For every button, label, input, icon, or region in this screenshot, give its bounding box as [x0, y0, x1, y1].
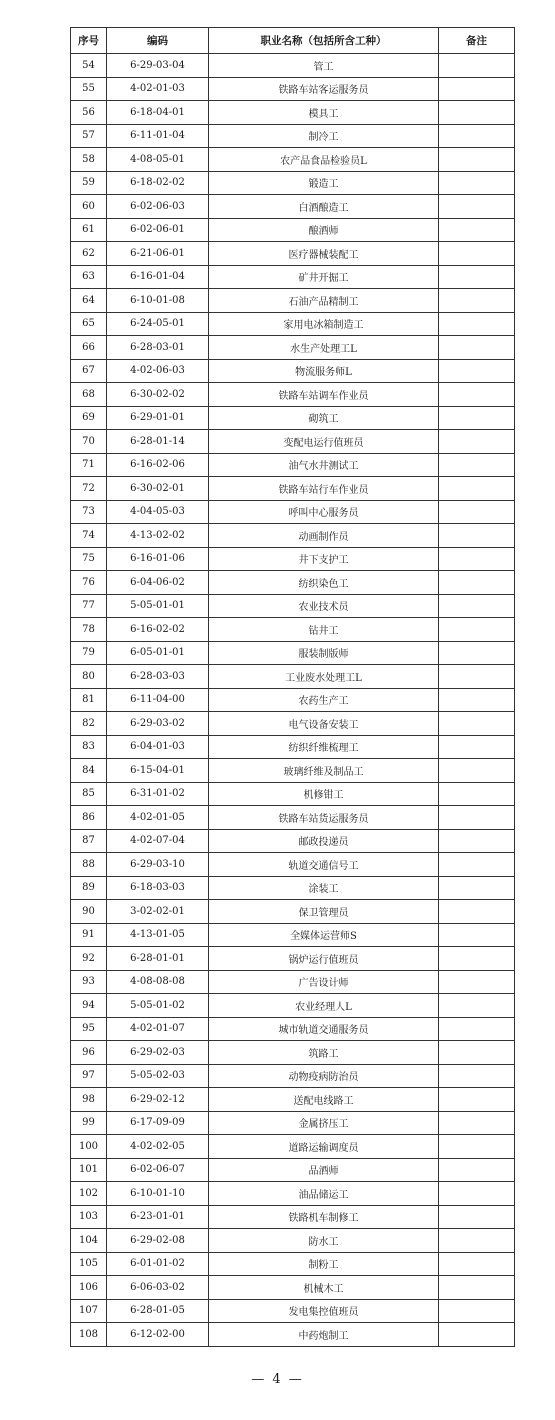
- serial-cell: 89: [71, 876, 107, 900]
- occupation-name-cell: 机修钳工: [209, 782, 439, 806]
- table-row: [71, 1135, 515, 1159]
- table-row: [71, 641, 515, 665]
- occupation-name-cell: 铁路机车制修工: [209, 1205, 439, 1229]
- code-cell: 6-02-06-03: [107, 195, 209, 219]
- table-row: [71, 383, 515, 407]
- table-row: [71, 594, 515, 618]
- table-body: [71, 54, 515, 1347]
- table-row: [71, 1111, 515, 1135]
- serial-cell: 65: [71, 312, 107, 336]
- remarks-cell: [439, 1323, 515, 1347]
- remarks-cell: [439, 312, 515, 336]
- serial-cell: 63: [71, 265, 107, 289]
- code-cell: 6-28-01-01: [107, 947, 209, 971]
- remarks-cell: [439, 171, 515, 195]
- remarks-cell: [439, 101, 515, 125]
- remarks-cell: [439, 970, 515, 994]
- occupation-name-cell: 发电集控值班员: [209, 1299, 439, 1323]
- occupation-name-cell: 电气设备安装工: [209, 712, 439, 736]
- serial-cell: 94: [71, 994, 107, 1018]
- remarks-cell: [439, 735, 515, 759]
- serial-cell: 103: [71, 1205, 107, 1229]
- code-cell: 6-11-01-04: [107, 124, 209, 148]
- occupation-name-cell: 玻璃纤维及制品工: [209, 759, 439, 783]
- code-cell: 6-17-09-09: [107, 1111, 209, 1135]
- code-cell: 5-05-01-02: [107, 994, 209, 1018]
- table-row: [71, 1158, 515, 1182]
- remarks-cell: [439, 1135, 515, 1159]
- occupation-name-cell: 家用电冰箱制造工: [209, 312, 439, 336]
- table-row: [71, 782, 515, 806]
- page-number: — 4 —: [251, 1372, 304, 1387]
- code-cell: 4-08-08-08: [107, 970, 209, 994]
- serial-cell: 68: [71, 383, 107, 407]
- table-row: [71, 54, 515, 78]
- serial-cell: 107: [71, 1299, 107, 1323]
- remarks-cell: [439, 336, 515, 360]
- occupation-name-cell: 农药生产工: [209, 688, 439, 712]
- code-cell: 4-02-01-07: [107, 1017, 209, 1041]
- serial-cell: 67: [71, 359, 107, 383]
- remarks-cell: [439, 571, 515, 595]
- table-row: [71, 571, 515, 595]
- table-row: [71, 101, 515, 125]
- serial-cell: 78: [71, 618, 107, 642]
- serial-cell: 86: [71, 806, 107, 830]
- code-cell: 6-29-03-10: [107, 853, 209, 877]
- code-cell: 6-18-03-03: [107, 876, 209, 900]
- occupation-name-cell: 铁路车站客运服务员: [209, 77, 439, 101]
- occupation-name-cell: 动画制作员: [209, 524, 439, 548]
- remarks-cell: [439, 54, 515, 78]
- remarks-cell: [439, 947, 515, 971]
- code-cell: 6-02-06-01: [107, 218, 209, 242]
- header-occupation-name: 职业名称（包括所含工种）: [209, 28, 439, 54]
- occupation-name-cell: 模具工: [209, 101, 439, 125]
- table-row: [71, 1252, 515, 1276]
- occupation-name-cell: 纺织染色工: [209, 571, 439, 595]
- code-cell: 6-16-01-06: [107, 547, 209, 571]
- code-cell: 6-23-01-01: [107, 1205, 209, 1229]
- remarks-cell: [439, 1205, 515, 1229]
- serial-cell: 85: [71, 782, 107, 806]
- table-row: [71, 688, 515, 712]
- code-cell: 6-31-01-02: [107, 782, 209, 806]
- remarks-cell: [439, 1276, 515, 1300]
- header-remarks: 备注: [439, 28, 515, 54]
- remarks-cell: [439, 1041, 515, 1065]
- serial-cell: 75: [71, 547, 107, 571]
- table-row: [71, 1041, 515, 1065]
- remarks-cell: [439, 782, 515, 806]
- occupation-name-cell: 全媒体运营师S: [209, 923, 439, 947]
- table-row: [71, 77, 515, 101]
- occupation-name-cell: 纺织纤维梳理工: [209, 735, 439, 759]
- table-row: [71, 430, 515, 454]
- serial-cell: 99: [71, 1111, 107, 1135]
- remarks-cell: [439, 923, 515, 947]
- occupation-name-cell: 制冷工: [209, 124, 439, 148]
- remarks-cell: [439, 1299, 515, 1323]
- code-cell: 6-21-06-01: [107, 242, 209, 266]
- table-row: [71, 900, 515, 924]
- serial-cell: 83: [71, 735, 107, 759]
- occupation-name-cell: 砌筑工: [209, 406, 439, 430]
- remarks-cell: [439, 148, 515, 172]
- serial-cell: 104: [71, 1229, 107, 1253]
- header-row: [71, 28, 515, 54]
- remarks-cell: [439, 688, 515, 712]
- remarks-cell: [439, 500, 515, 524]
- occupation-name-cell: 钻井工: [209, 618, 439, 642]
- serial-cell: 87: [71, 829, 107, 853]
- occupation-table: [70, 27, 515, 1347]
- occupation-name-cell: 涂装工: [209, 876, 439, 900]
- table-row: [71, 829, 515, 853]
- remarks-cell: [439, 759, 515, 783]
- occupation-name-cell: 呼叫中心服务员: [209, 500, 439, 524]
- table-row: [71, 124, 515, 148]
- serial-cell: 73: [71, 500, 107, 524]
- occupation-name-cell: 物流服务师L: [209, 359, 439, 383]
- table-row: [71, 265, 515, 289]
- serial-cell: 76: [71, 571, 107, 595]
- remarks-cell: [439, 712, 515, 736]
- code-cell: 6-29-01-01: [107, 406, 209, 430]
- code-cell: 6-29-02-08: [107, 1229, 209, 1253]
- table-row: [71, 665, 515, 689]
- code-cell: 4-04-05-03: [107, 500, 209, 524]
- serial-cell: 60: [71, 195, 107, 219]
- table-row: [71, 994, 515, 1018]
- occupation-name-cell: 铁路车站货运服务员: [209, 806, 439, 830]
- remarks-cell: [439, 641, 515, 665]
- occupation-name-cell: 邮政投递员: [209, 829, 439, 853]
- table-row: [71, 547, 515, 571]
- code-cell: 4-02-01-03: [107, 77, 209, 101]
- serial-cell: 79: [71, 641, 107, 665]
- code-cell: 5-05-02-03: [107, 1064, 209, 1088]
- remarks-cell: [439, 876, 515, 900]
- remarks-cell: [439, 1252, 515, 1276]
- occupation-name-cell: 变配电运行值班员: [209, 430, 439, 454]
- serial-cell: 105: [71, 1252, 107, 1276]
- code-cell: 3-02-02-01: [107, 900, 209, 924]
- occupation-name-cell: 锅炉运行值班员: [209, 947, 439, 971]
- table-row: [71, 712, 515, 736]
- table-row: [71, 1276, 515, 1300]
- table-row: [71, 359, 515, 383]
- occupation-name-cell: 铁路车站行车作业员: [209, 477, 439, 501]
- remarks-cell: [439, 547, 515, 571]
- serial-cell: 66: [71, 336, 107, 360]
- remarks-cell: [439, 524, 515, 548]
- remarks-cell: [439, 359, 515, 383]
- remarks-cell: [439, 1088, 515, 1112]
- occupation-name-cell: 矿井开掘工: [209, 265, 439, 289]
- serial-cell: 71: [71, 453, 107, 477]
- code-cell: 6-04-06-02: [107, 571, 209, 595]
- table-row: [71, 524, 515, 548]
- serial-cell: 95: [71, 1017, 107, 1041]
- table-row: [71, 500, 515, 524]
- serial-cell: 72: [71, 477, 107, 501]
- table-row: [71, 876, 515, 900]
- remarks-cell: [439, 1229, 515, 1253]
- code-cell: 6-28-03-01: [107, 336, 209, 360]
- remarks-cell: [439, 618, 515, 642]
- occupation-name-cell: 白酒酿造工: [209, 195, 439, 219]
- remarks-cell: [439, 994, 515, 1018]
- table-header: [71, 28, 515, 54]
- occupation-name-cell: 农产品食品检验员L: [209, 148, 439, 172]
- code-cell: 6-16-01-04: [107, 265, 209, 289]
- occupation-name-cell: 送配电线路工: [209, 1088, 439, 1112]
- remarks-cell: [439, 806, 515, 830]
- occupation-name-cell: 农业经理人L: [209, 994, 439, 1018]
- code-cell: 6-04-01-03: [107, 735, 209, 759]
- code-cell: 4-02-07-04: [107, 829, 209, 853]
- serial-cell: 98: [71, 1088, 107, 1112]
- remarks-cell: [439, 1017, 515, 1041]
- code-cell: 6-18-02-02: [107, 171, 209, 195]
- table-row: [71, 1017, 515, 1041]
- table-row: [71, 1088, 515, 1112]
- table-row: [71, 1323, 515, 1347]
- table-row: [71, 148, 515, 172]
- occupation-name-cell: 石油产品精制工: [209, 289, 439, 313]
- table-row: [71, 1229, 515, 1253]
- table-row: [71, 336, 515, 360]
- serial-cell: 81: [71, 688, 107, 712]
- serial-cell: 58: [71, 148, 107, 172]
- code-cell: 6-29-03-04: [107, 54, 209, 78]
- code-cell: 6-06-03-02: [107, 1276, 209, 1300]
- serial-cell: 57: [71, 124, 107, 148]
- serial-cell: 92: [71, 947, 107, 971]
- code-cell: 6-28-01-14: [107, 430, 209, 454]
- remarks-cell: [439, 1064, 515, 1088]
- serial-cell: 91: [71, 923, 107, 947]
- serial-cell: 80: [71, 665, 107, 689]
- remarks-cell: [439, 77, 515, 101]
- code-cell: 6-24-05-01: [107, 312, 209, 336]
- remarks-cell: [439, 453, 515, 477]
- serial-cell: 69: [71, 406, 107, 430]
- serial-cell: 61: [71, 218, 107, 242]
- code-cell: 4-02-06-03: [107, 359, 209, 383]
- code-cell: 6-30-02-02: [107, 383, 209, 407]
- serial-cell: 70: [71, 430, 107, 454]
- table-row: [71, 1299, 515, 1323]
- table-row: [71, 406, 515, 430]
- table-row: [71, 242, 515, 266]
- occupation-name-cell: 制粉工: [209, 1252, 439, 1276]
- remarks-cell: [439, 265, 515, 289]
- occupation-name-cell: 水生产处理工L: [209, 336, 439, 360]
- remarks-cell: [439, 1158, 515, 1182]
- occupation-name-cell: 铁路车站调车作业员: [209, 383, 439, 407]
- occupation-name-cell: 保卫管理员: [209, 900, 439, 924]
- serial-cell: 102: [71, 1182, 107, 1206]
- table-row: [71, 218, 515, 242]
- table-row: [71, 735, 515, 759]
- occupation-name-cell: 医疗器械装配工: [209, 242, 439, 266]
- code-cell: 4-02-02-05: [107, 1135, 209, 1159]
- serial-cell: 77: [71, 594, 107, 618]
- table-row: [71, 1064, 515, 1088]
- serial-cell: 62: [71, 242, 107, 266]
- remarks-cell: [439, 853, 515, 877]
- table-row: [71, 1205, 515, 1229]
- code-cell: 4-13-02-02: [107, 524, 209, 548]
- code-cell: 6-16-02-06: [107, 453, 209, 477]
- code-cell: 6-15-04-01: [107, 759, 209, 783]
- table-row: [71, 806, 515, 830]
- remarks-cell: [439, 383, 515, 407]
- occupation-name-cell: 服装制版师: [209, 641, 439, 665]
- table-row: [71, 171, 515, 195]
- table-row: [71, 312, 515, 336]
- code-cell: 6-10-01-10: [107, 1182, 209, 1206]
- occupation-name-cell: 中药炮制工: [209, 1323, 439, 1347]
- code-cell: 6-28-03-03: [107, 665, 209, 689]
- code-cell: 6-10-01-08: [107, 289, 209, 313]
- table-row: [71, 477, 515, 501]
- code-cell: 4-13-01-05: [107, 923, 209, 947]
- serial-cell: 56: [71, 101, 107, 125]
- code-cell: 6-30-02-01: [107, 477, 209, 501]
- remarks-cell: [439, 242, 515, 266]
- remarks-cell: [439, 665, 515, 689]
- remarks-cell: [439, 195, 515, 219]
- code-cell: 6-02-06-07: [107, 1158, 209, 1182]
- code-cell: 6-28-01-05: [107, 1299, 209, 1323]
- serial-cell: 59: [71, 171, 107, 195]
- code-cell: 6-29-02-03: [107, 1041, 209, 1065]
- serial-cell: 88: [71, 853, 107, 877]
- table-row: [71, 453, 515, 477]
- code-cell: 6-29-03-02: [107, 712, 209, 736]
- code-cell: 4-08-05-01: [107, 148, 209, 172]
- occupation-name-cell: 金属挤压工: [209, 1111, 439, 1135]
- serial-cell: 96: [71, 1041, 107, 1065]
- serial-cell: 54: [71, 54, 107, 78]
- occupation-name-cell: 道路运输调度员: [209, 1135, 439, 1159]
- serial-cell: 108: [71, 1323, 107, 1347]
- serial-cell: 97: [71, 1064, 107, 1088]
- table-row: [71, 195, 515, 219]
- occupation-name-cell: 工业废水处理工L: [209, 665, 439, 689]
- table-row: [71, 618, 515, 642]
- serial-cell: 106: [71, 1276, 107, 1300]
- occupation-name-cell: 防水工: [209, 1229, 439, 1253]
- serial-cell: 55: [71, 77, 107, 101]
- remarks-cell: [439, 430, 515, 454]
- serial-cell: 82: [71, 712, 107, 736]
- remarks-cell: [439, 1182, 515, 1206]
- remarks-cell: [439, 594, 515, 618]
- remarks-cell: [439, 124, 515, 148]
- code-cell: 6-18-04-01: [107, 101, 209, 125]
- table-row: [71, 759, 515, 783]
- table-row: [71, 289, 515, 313]
- occupation-name-cell: 油品储运工: [209, 1182, 439, 1206]
- occupation-name-cell: 筑路工: [209, 1041, 439, 1065]
- occupation-name-cell: 农业技术员: [209, 594, 439, 618]
- remarks-cell: [439, 900, 515, 924]
- remarks-cell: [439, 1111, 515, 1135]
- remarks-cell: [439, 406, 515, 430]
- serial-cell: 90: [71, 900, 107, 924]
- serial-cell: 84: [71, 759, 107, 783]
- code-cell: 6-16-02-02: [107, 618, 209, 642]
- occupation-name-cell: 井下支护工: [209, 547, 439, 571]
- remarks-cell: [439, 289, 515, 313]
- code-cell: 5-05-01-01: [107, 594, 209, 618]
- occupation-name-cell: 酿酒师: [209, 218, 439, 242]
- code-cell: 6-29-02-12: [107, 1088, 209, 1112]
- header-code: 编码: [107, 28, 209, 54]
- remarks-cell: [439, 829, 515, 853]
- table-row: [71, 853, 515, 877]
- code-cell: 4-02-01-05: [107, 806, 209, 830]
- table-row: [71, 1182, 515, 1206]
- remarks-cell: [439, 477, 515, 501]
- occupation-name-cell: 广告设计师: [209, 970, 439, 994]
- header-serial: 序号: [71, 28, 107, 54]
- remarks-cell: [439, 218, 515, 242]
- table-row: [71, 923, 515, 947]
- code-cell: 6-01-01-02: [107, 1252, 209, 1276]
- table-row: [71, 947, 515, 971]
- serial-cell: 74: [71, 524, 107, 548]
- code-cell: 6-05-01-01: [107, 641, 209, 665]
- code-cell: 6-12-02-00: [107, 1323, 209, 1347]
- serial-cell: 101: [71, 1158, 107, 1182]
- occupation-name-cell: 城市轨道交通服务员: [209, 1017, 439, 1041]
- occupation-name-cell: 油气水井测试工: [209, 453, 439, 477]
- occupation-name-cell: 动物疫病防治员: [209, 1064, 439, 1088]
- table-row: [71, 970, 515, 994]
- code-cell: 6-11-04-00: [107, 688, 209, 712]
- serial-cell: 64: [71, 289, 107, 313]
- occupation-name-cell: 机械木工: [209, 1276, 439, 1300]
- serial-cell: 93: [71, 970, 107, 994]
- occupation-name-cell: 品酒师: [209, 1158, 439, 1182]
- occupation-name-cell: 锻造工: [209, 171, 439, 195]
- occupation-name-cell: 轨道交通信号工: [209, 853, 439, 877]
- occupation-name-cell: 管工: [209, 54, 439, 78]
- occupation-table-container: [70, 27, 514, 1347]
- serial-cell: 100: [71, 1135, 107, 1159]
